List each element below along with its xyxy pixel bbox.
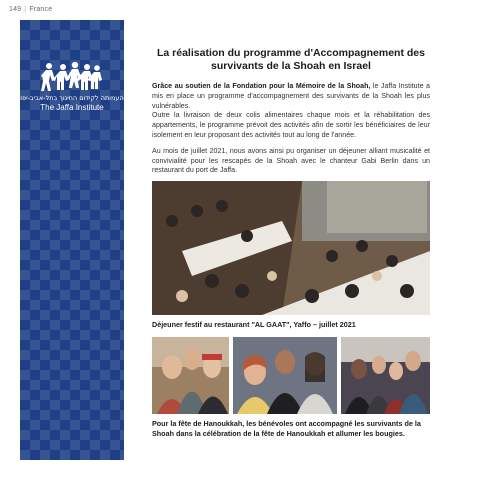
section-name: France <box>29 6 53 13</box>
event-paragraph: Au mois de juillet 2021, nous avons ainsi pu organiser un déjeuner alliant musicalité et convivialité pour les rescapés de la Shoah avec le chanteur Gabi Berlin dans un restaurant du port de Jaffa. <box>152 146 430 175</box>
intro-bold: Grâce au soutien de la Fondation pour la Mémoire de la Shoah, <box>152 82 371 90</box>
lunch-caption: Déjeuner festif au restaurant "AL GAAT", Yaffo – juillet 2021 <box>152 320 356 329</box>
article <box>152 47 430 176</box>
page-header <box>9 6 52 13</box>
jaffa-institute-logo <box>20 62 124 112</box>
side-band <box>20 20 124 460</box>
volunteers-photo-2 <box>233 337 337 414</box>
children-silhouette-icon <box>41 62 103 92</box>
program-paragraph: Outre la livraison de deux colis alimentaires chaque mois et la réhabilitation des appartements, le programme prévoit des activités afin de sortir les bénéficiaires de leur isolement en leur proposant des activités tout au long de l'année. <box>152 111 430 139</box>
logo-hebrew-text: העמותה לקידום החינוך בתל-אביב-יפו <box>20 94 124 102</box>
volunteers-photo-1 <box>152 337 229 414</box>
header-separator: | <box>24 6 27 13</box>
logo-english-text: The Jaffa Institute <box>40 103 104 112</box>
restaurant-lunch-photo <box>152 181 430 315</box>
hanukkah-caption: Pour la fête de Hanoukkah, les bénévoles ont accompagné les survivants de la Shoah dans la célébration de la fête de Hanoukkah et allumer les bougies. <box>152 419 421 438</box>
volunteers-photo-3 <box>341 337 430 414</box>
intro-paragraph <box>152 82 430 141</box>
intro-rest: le Jaffa Institute a mis en place un programme d'accompagnement des survivants de la Shoah les plus vulnérables. <box>152 82 430 110</box>
page-number: 149 <box>9 6 22 13</box>
article-title: La réalisation du programme d'Accompagnement des survivants de la Shoah en Israel <box>157 47 425 72</box>
